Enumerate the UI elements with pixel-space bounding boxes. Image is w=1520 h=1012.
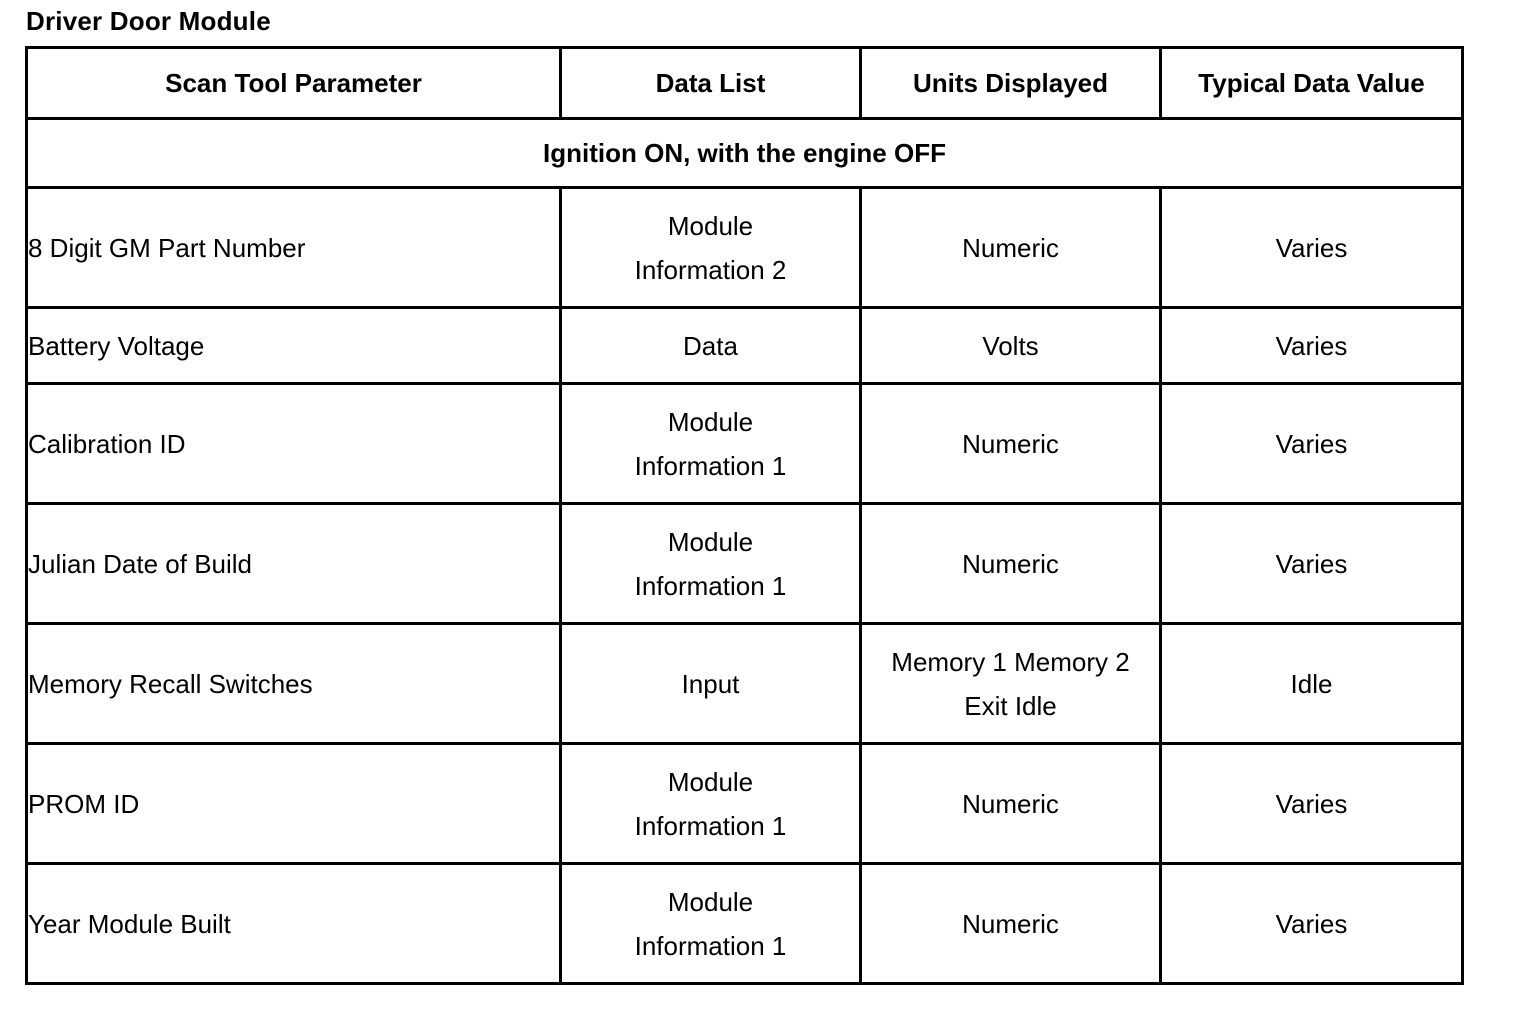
cell-typical-value: Varies — [1161, 504, 1463, 624]
cell-parameter: PROM ID — [27, 744, 561, 864]
cell-typical-value: Idle — [1161, 624, 1463, 744]
cell-units: Numeric — [861, 864, 1161, 984]
cell-units: Memory 1 Memory 2 Exit Idle — [861, 624, 1161, 744]
cell-data-list: Module Information 1 — [561, 504, 861, 624]
table-row — [27, 744, 1463, 864]
document-title: Driver Door Module — [26, 6, 271, 36]
header-typical-data-value: Typical Data Value — [1161, 48, 1463, 119]
cell-parameter: Calibration ID — [27, 384, 561, 504]
cell-parameter: Memory Recall Switches — [27, 624, 561, 744]
header-units-displayed: Units Displayed — [861, 48, 1161, 119]
section-label: Ignition ON, with the engine OFF — [27, 119, 1463, 188]
cell-data-list: Module Information 1 — [561, 384, 861, 504]
section-row — [27, 119, 1463, 188]
cell-data-list: Module Information 2 — [561, 188, 861, 308]
cell-typical-value: Varies — [1161, 744, 1463, 864]
cell-typical-value: Varies — [1161, 864, 1463, 984]
cell-units: Numeric — [861, 384, 1161, 504]
data-table — [25, 46, 1464, 985]
cell-parameter: 8 Digit GM Part Number — [27, 188, 561, 308]
cell-parameter: Battery Voltage — [27, 308, 561, 384]
cell-parameter: Julian Date of Build — [27, 504, 561, 624]
cell-parameter: Year Module Built — [27, 864, 561, 984]
table-row — [27, 504, 1463, 624]
table-row — [27, 864, 1463, 984]
cell-data-list: Module Information 1 — [561, 864, 861, 984]
cell-units: Numeric — [861, 744, 1161, 864]
cell-data-list: Input — [561, 624, 861, 744]
table-row — [27, 624, 1463, 744]
table-row — [27, 384, 1463, 504]
header-scan-tool-parameter: Scan Tool Parameter — [27, 48, 561, 119]
cell-typical-value: Varies — [1161, 308, 1463, 384]
cell-units: Numeric — [861, 188, 1161, 308]
header-row — [27, 48, 1463, 119]
cell-typical-value: Varies — [1161, 384, 1463, 504]
cell-units: Numeric — [861, 504, 1161, 624]
cell-data-list: Data — [561, 308, 861, 384]
cell-typical-value: Varies — [1161, 188, 1463, 308]
table-row — [27, 308, 1463, 384]
cell-units: Volts — [861, 308, 1161, 384]
table-row — [27, 188, 1463, 308]
header-data-list: Data List — [561, 48, 861, 119]
cell-data-list: Module Information 1 — [561, 744, 861, 864]
